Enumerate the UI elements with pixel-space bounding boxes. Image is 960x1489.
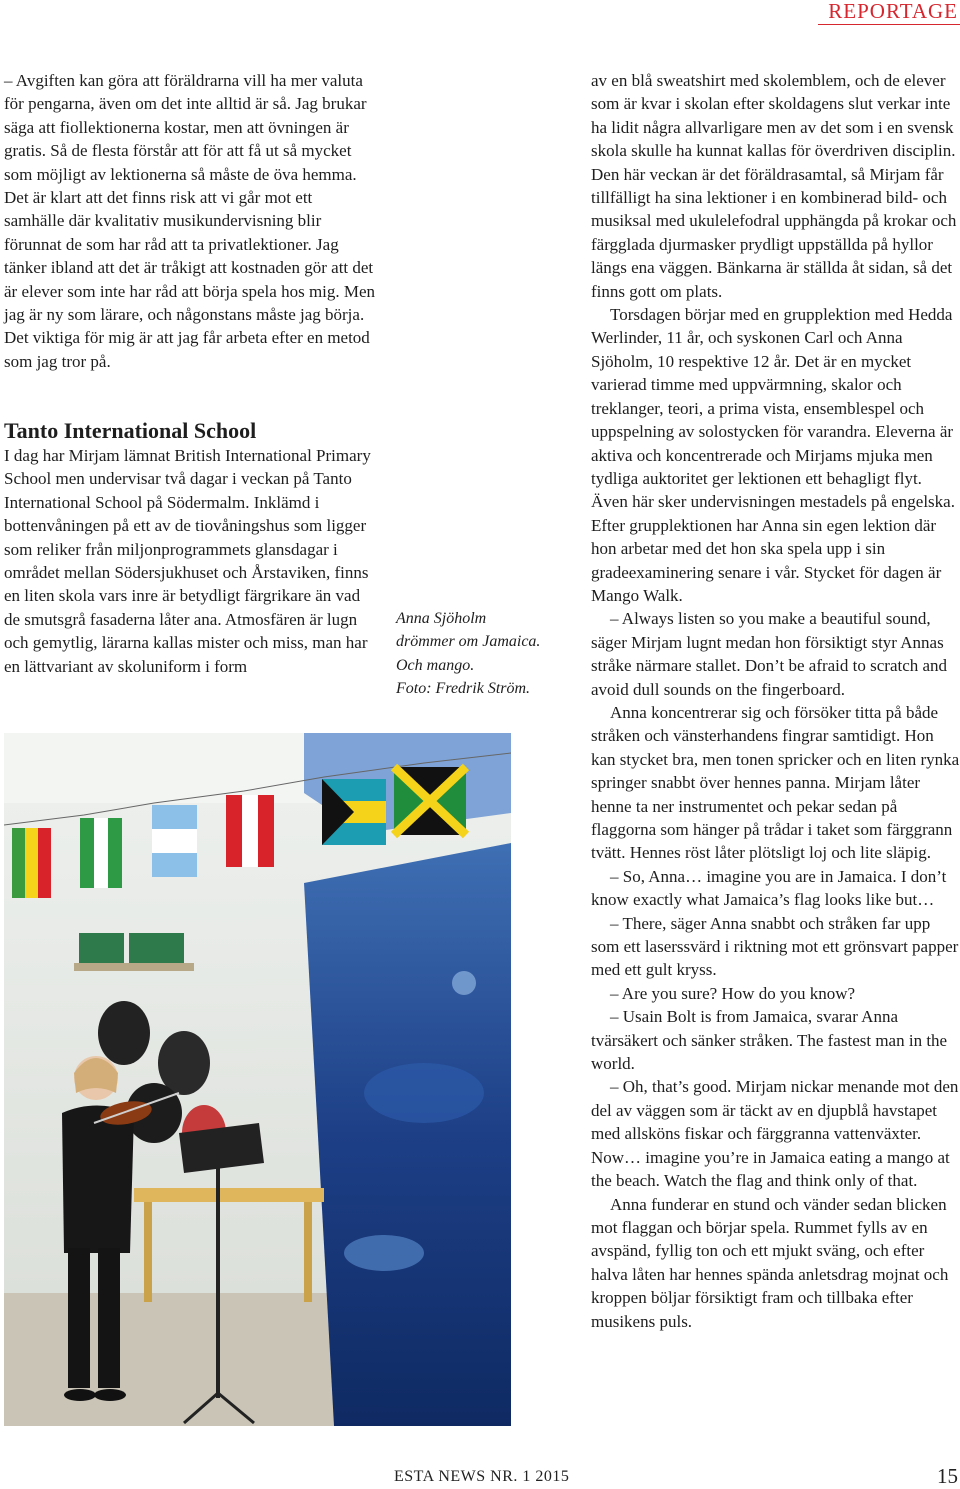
paragraph: Anna funderar en stund och vänder sedan blicken mot flaggan och börjar spela. Rummet fylls av en avspänd, fyllig ton och ett mjukt sväng, och efter halva låten har hennes spända anletsdrag mojnat och kroppen böljar försiktigt fram och tillbaka efter musikens puls.	[591, 1194, 949, 1331]
right-column	[591, 69, 960, 1333]
paragraph: – Oh, that’s good. Mirjam nickar menande mot den del av väggen som är täckt av en djupblå havstapet med allsköns fiskar och färggranna vattenväxter. Now… imagine you’re in Jamaica eating a mango at the beach. Watch the flag and think only of that.	[591, 1077, 959, 1191]
paragraph: – Always listen so you make a beautiful sound, säger Mirjam lugnt medan hon försiktigt styr Annas stråke närmare stallet. Don’t be afraid to scratch and avoid dull sounds on the fingerboard.	[591, 609, 948, 699]
paragraph: I dag har Mirjam lämnat British International Primary School men undervisar två dagar i veckan på Tanto International School på Södermalm. Inklämd i bottenvåningen på ett av de tiovåningshus som ligger som reliker från miljonprogrammets glansdagar i området mellan Södersjukhuset och Årstaviken, finns en liten skola vars inre är betydligt färgrikare än vad de smutsgrå fasaderna låter ana. Atmosfären är lugn och gemytlig, lärarna kallas mister och miss, man har en lättvariant av skoluniform i form	[4, 446, 371, 676]
caption-line: Och mango.	[396, 656, 475, 674]
paragraph: – There, säger Anna snabbt och stråken far upp som ett laserssvärd i riktning mot ett grönsvart papper med ett gult kryss.	[591, 913, 959, 980]
classroom-photo	[4, 733, 511, 1426]
magazine-name: ESTA NEWS NR. 1 2015	[394, 1468, 570, 1485]
paragraph: – So, Anna… imagine you are in Jamaica. I don’t know exactly what Jamaica’s flag looks like but…	[591, 866, 947, 910]
paragraph: Anna koncentrerar sig och försöker titta på både stråken och vänsterhandens fingrar samtidigt. Hon kan stycket bra, men tonen spricker och en liten rynka springer snabbt över hennes panna. Mirjam låter henne ta ner instrumentet och pekar sedan på flaggorna som hänger på trådar i taket som färggrann tvätt. Hennes röst låter plötsligt loj och lite släpig.	[591, 702, 960, 863]
classroom-illustration	[4, 733, 511, 1426]
left-column-top	[4, 69, 376, 373]
paragraph: av en blå sweatshirt med skolemblem, och de elever som är kvar i skolan efter skoldagens slut verkar inte ha lidit några allvarligare men av det som i en svensk skola skulle ha kunnat kallas för överdriven disciplin. Den här veckan är det föräldrasamtal, så Mirjam får tillfälligt ha sina lektioner i en kombinerad bild- och musiksal med ukulelefodral upphängda på krokar och färgglada djurmasker prydligt uppställda på hyllor längs ena väggen. Bänkarna är ställda åt sidan, så det finns gott om plats.	[591, 71, 957, 301]
page-number: 15	[937, 1464, 958, 1488]
left-column-bottom	[4, 444, 376, 678]
paragraph: – Usain Bolt is from Jamaica, svarar Anna tvärsäkert och sänker stråken. The fastest man in the world.	[591, 1007, 948, 1074]
caption-line: drömmer om Jamaica.	[396, 633, 541, 651]
paragraph: – Avgiften kan göra att föräldrarna vill ha mer valuta för pengarna, även om det inte alltid är så. Jag brukar säga att fiollektionerna kostar, men att övningen är gratis. Så de flesta förstår att för att få ut så mycket som möjligt av lektionerna så måste de öva hemma. Det är klart att det finns risk att vi går mot ett samhälle där kvalitativ musikundervisning blir förunnat de som har råd att ta privatlektioner. Jag tänker ibland att det är tråkigt att kostnaden gör att det är elever som inte har råd att börja spela hos mig. Men jag är ny som lärare, och någonstans måste jag börja. Det viktiga för mig är att jag får arbeta efter en metod som jag tror på.	[4, 71, 376, 371]
section-label: REPORTAGE	[818, 0, 960, 25]
paragraph: – Are you sure? How do you know?	[610, 983, 856, 1003]
caption-line: Anna Sjöholm	[396, 610, 487, 627]
paragraph: Torsdagen börjar med en grupplektion med Hedda Werlinder, 11 år, och syskonen Carl och Anna Sjöholm, 10 respektive 12 år. Det är en mycket varierad timme med uppvärmning, skalor och treklanger, teori, a prima vista, ensemblespel och uppspelning av solostycken för varandra. Eleverna är aktiva och koncentrerade och Mirjams mjuka men tydliga auktoritet ger lektionen ett behagligt flyt. Även här sker undervisningen mestadels på engelska. Efter grupplektionen har Anna sin egen lektion där hon arbetar med det hon ska spela upp i sin gradeexaminering senare i vår. Stycket för dagen är Mango Walk.	[591, 305, 955, 605]
section-heading: Tanto International School	[4, 418, 257, 443]
photo-credit: Foto: Fredrik Ström.	[396, 680, 531, 698]
photo-caption	[396, 607, 566, 701]
